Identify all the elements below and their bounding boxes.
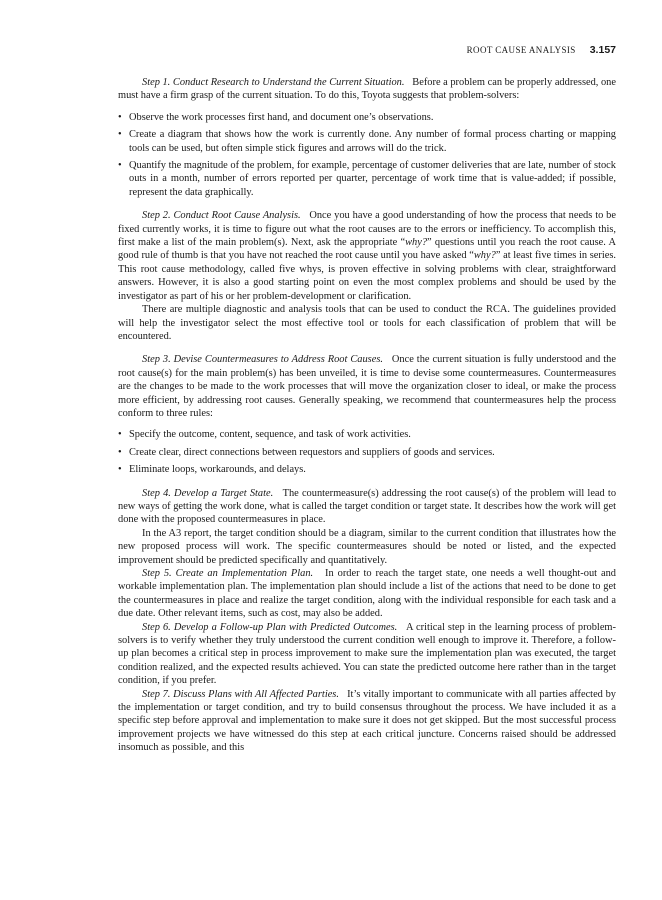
- step-2-heading: Step 2. Conduct Root Cause Analysis.: [142, 210, 301, 222]
- step-4-paragraph: [118, 487, 616, 527]
- bullet-icon: •: [118, 464, 122, 476]
- step-7-body: It’s vitally important to communicate with all parties affected by the implementation or target condition, and try to build consensus throughout the process. We have included it as a specific step before approval and implementation to make sure it does not get skipped. But the most successful process improvement projects we have witnessed do this step at each critical juncture. Concerns raised should be addressed insomuch as possible, and this: [118, 688, 616, 754]
- bullet-icon: •: [118, 111, 122, 123]
- step-3-heading: Step 3. Devise Countermeasures to Address Root Causes.: [142, 354, 383, 366]
- bullet-icon: •: [118, 446, 122, 458]
- step-4-body: The countermeasure(s) addressing the root cause(s) of the problem will lead to new ways of getting the work done, what is called the target condition or target state. It describes how the work will get done with the proposed countermeasures in place.: [118, 487, 617, 526]
- list-item: • Eliminate loops, workarounds, and delays.: [118, 464, 306, 476]
- step-4-followup-paragraph: In the A3 report, the target condition should be a diagram, similar to the current condition that illustrates how the new proposed process will work. The specific countermeasures should be noted or listed, and the expected improvement should be predicted specifically and quantitatively.: [118, 527, 616, 566]
- step-6-body: A critical step in the learning process of problem-solvers is to verify whether they truly understood the current condition well enough to improve it. Therefore, a follow-up plan becomes a critical step in process improvement to make sure the implementation plan was executed, the target condition realized, and the expected results achieved. You can state the predicted outcome here rather than in the target condition, if you prefer.: [118, 621, 616, 687]
- step-6-paragraph: [118, 621, 616, 688]
- step-2-followup-paragraph: There are multiple diagnostic and analysis tools that can be used to conduct the RCA. The guidelines provided will help the investigator select the most effective tool or tools for each classification of problem that will be encountered.: [118, 304, 616, 342]
- step-7-paragraph: [118, 688, 616, 755]
- step-5-body: In order to reach the target state, one needs a well thought-out and workable implementation plan. The implementation plan should include a list of the actions that need to be done to get the countermeasures in place and realize the target condition, along with the individual responsible for each task and a due date. Other relevant items, such as cost, may also be added.: [118, 568, 616, 620]
- step-3-bullet-list: [118, 428, 616, 476]
- running-title: ROOT CAUSE ANALYSIS: [466, 45, 576, 55]
- step-6-heading: Step 6. Develop a Follow-up Plan with Predicted Outcomes.: [142, 621, 398, 633]
- step-3-body: Once the current situation is fully understood and the root cause(s) for the main problem(s) has been unveiled, it is time to devise some countermeasures. Countermeasures are the changes to be made to the work processes that will move the organization closer to ideal, or make the process more efficient, by addressing root causes. Generally speaking, we recommend that countermeasures help the process conform to three rules:: [118, 354, 616, 419]
- bullet-icon: •: [118, 129, 122, 141]
- step-5-heading: Step 5. Create an Implementation Plan.: [142, 568, 314, 579]
- bullet-icon: •: [118, 160, 122, 172]
- step-4-heading: Step 4. Develop a Target State.: [142, 487, 274, 499]
- list-item: • Quantify the magnitude of the problem, for example, percentage of customer deliveries that are late, number of stock outs in a month, number of errors reported per quarter, percentage of work time that is value-added; if possible, represent the data graphically.: [118, 160, 616, 198]
- step-3-paragraph: [118, 353, 616, 420]
- step-1-bullet-list: [118, 111, 616, 199]
- step-7-heading: Step 7. Discuss Plans with All Affected Parties.: [142, 688, 339, 700]
- list-item: • Specify the outcome, content, sequence, and task of work activities.: [118, 429, 411, 441]
- step-2-paragraph: Step 2. Conduct Root Cause Analysis. Once you have a good understanding of how the process that needs to be fixed currently works, it is time to figure out what the root causes are to the errors or inefficiency. To accomplish this, first make a list of the main problem(s). Next, ask the appropriate “why?” questions until you reach the root cause. A good rule of thumb is that you have not reached the root cause until you have asked “why?” at least five times in series. This root cause methodology, called five whys, is proven effective in solving problems with clear, straightforward answers. However, it is also a good starting point on even the most complex problems and should be used by the investigator as part of his or her problem-development or clarification.: [118, 210, 616, 302]
- why-term: why?: [405, 237, 428, 249]
- step-1-paragraph: [118, 76, 616, 103]
- list-item: • Observe the work processes first hand, and document one’s observations.: [118, 111, 434, 123]
- running-header: [118, 44, 616, 56]
- page-number: 3.157: [589, 44, 616, 56]
- why-term: why?: [473, 250, 496, 262]
- document-page: [118, 44, 616, 755]
- step-5-paragraph: [118, 567, 616, 621]
- step-1-body: Before a problem can be properly addressed, one must have a firm grasp of the current situation. To do this, Toyota suggests that problem-solvers:: [118, 77, 616, 102]
- list-item: • Create a diagram that shows how the work is currently done. Any number of formal process charting or mapping tools can be used, but often simple stick figures and arrows will do the trick.: [118, 129, 616, 154]
- step-1-heading: Step 1. Conduct Research to Understand the Current Situation.: [142, 77, 405, 88]
- bullet-icon: •: [118, 429, 122, 441]
- list-item: • Create clear, direct connections between requestors and suppliers of goods and services.: [118, 446, 495, 458]
